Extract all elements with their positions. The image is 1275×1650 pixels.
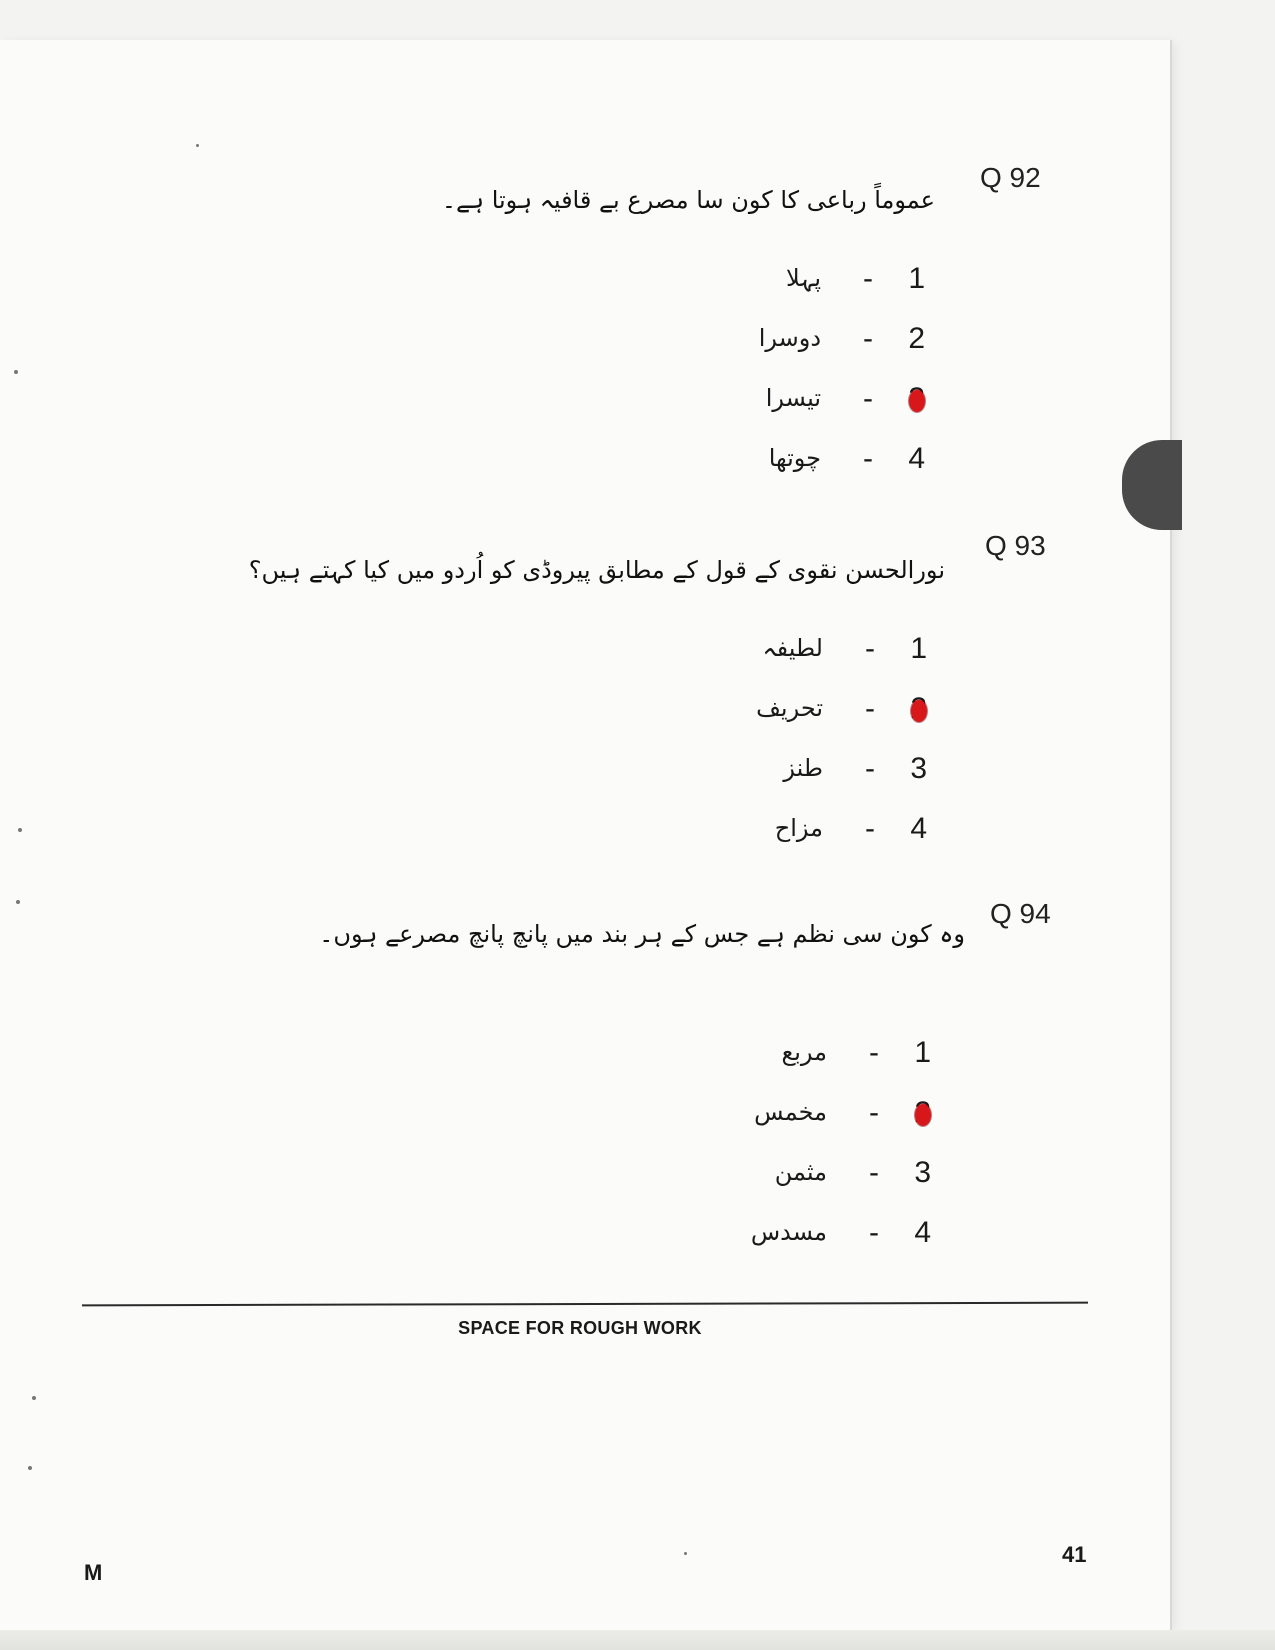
option-3[interactable] (679, 1156, 939, 1196)
rough-work-label: SPACE FOR ROUGH WORK (458, 1318, 702, 1338)
question-number: Q 94 (990, 898, 1051, 929)
option-number: 3 (914, 1156, 931, 1189)
option-dash: - (865, 632, 875, 665)
option-dash: - (865, 812, 875, 845)
scan-speck (32, 1396, 36, 1400)
option-4[interactable] (675, 812, 935, 852)
option-label: مربع (781, 1038, 827, 1066)
answer-sheet-page (0, 40, 1170, 1630)
option-dash: - (869, 1036, 879, 1069)
option-number: 4 (908, 442, 925, 475)
option-dash: - (863, 322, 873, 355)
question-text: وہ کون سی نظم ہے جس کے ہر بند میں پانچ پانچ مصرعے ہوں۔ (319, 920, 965, 948)
option-number: 1 (908, 262, 925, 295)
scan-speck (28, 1466, 32, 1470)
page-edge (0, 1630, 1275, 1650)
option-dash: - (865, 752, 875, 785)
option-number: 4 (910, 812, 927, 845)
option-number: 1 (914, 1036, 931, 1069)
option-2[interactable] (679, 1096, 939, 1136)
option-number: 4 (914, 1216, 931, 1249)
option-label: مثمن (774, 1158, 827, 1186)
scan-speck (16, 900, 20, 904)
scan-speck (684, 1552, 687, 1555)
option-dash: - (865, 692, 875, 725)
option-label: مخمس (754, 1098, 827, 1126)
option-label: مسدس (750, 1218, 827, 1246)
question-text: عموماً رباعی کا کون سا مصرع بے قافیہ ہوتا ہے۔ (441, 186, 935, 214)
scan-speck (14, 370, 18, 374)
scan-speck (196, 144, 199, 147)
option-dash: - (863, 262, 873, 295)
answer-mark (911, 700, 927, 722)
question-number: Q 93 (985, 530, 1046, 561)
option-2[interactable] (673, 322, 933, 362)
answer-mark (909, 390, 925, 412)
option-dash: - (863, 382, 873, 415)
option-label: چوتھا (768, 444, 821, 472)
option-3[interactable] (673, 382, 933, 422)
option-4[interactable] (679, 1216, 939, 1256)
page-number: 41 (1062, 1542, 1087, 1567)
option-dash: - (869, 1096, 879, 1129)
option-3[interactable] (675, 752, 935, 792)
option-number: 2 (908, 322, 925, 355)
option-1[interactable] (675, 632, 935, 672)
series-code: M (84, 1560, 103, 1585)
option-1[interactable] (679, 1036, 939, 1076)
question-number: Q 92 (980, 162, 1041, 193)
option-label: تحریف (756, 694, 823, 722)
option-2[interactable] (675, 692, 935, 732)
option-number: 3 (910, 752, 927, 785)
option-label: پہلا (785, 264, 821, 292)
option-4[interactable] (673, 442, 933, 482)
option-dash: - (869, 1216, 879, 1249)
option-dash: - (869, 1156, 879, 1189)
option-number: 1 (910, 632, 927, 665)
answer-mark (915, 1104, 931, 1126)
question-text: نورالحسن نقوی کے قول کے مطابق پیروڈی کو اُردو میں کیا کہتے ہیں؟ (248, 556, 945, 584)
option-label: تیسرا (765, 384, 821, 412)
option-dash: - (863, 442, 873, 475)
option-label: مزاح (774, 814, 823, 842)
option-label: لطیفہ (762, 634, 823, 662)
option-1[interactable] (673, 262, 933, 302)
option-label: طنز (783, 754, 823, 782)
option-label: دوسرا (758, 324, 821, 352)
scan-speck (18, 828, 22, 832)
